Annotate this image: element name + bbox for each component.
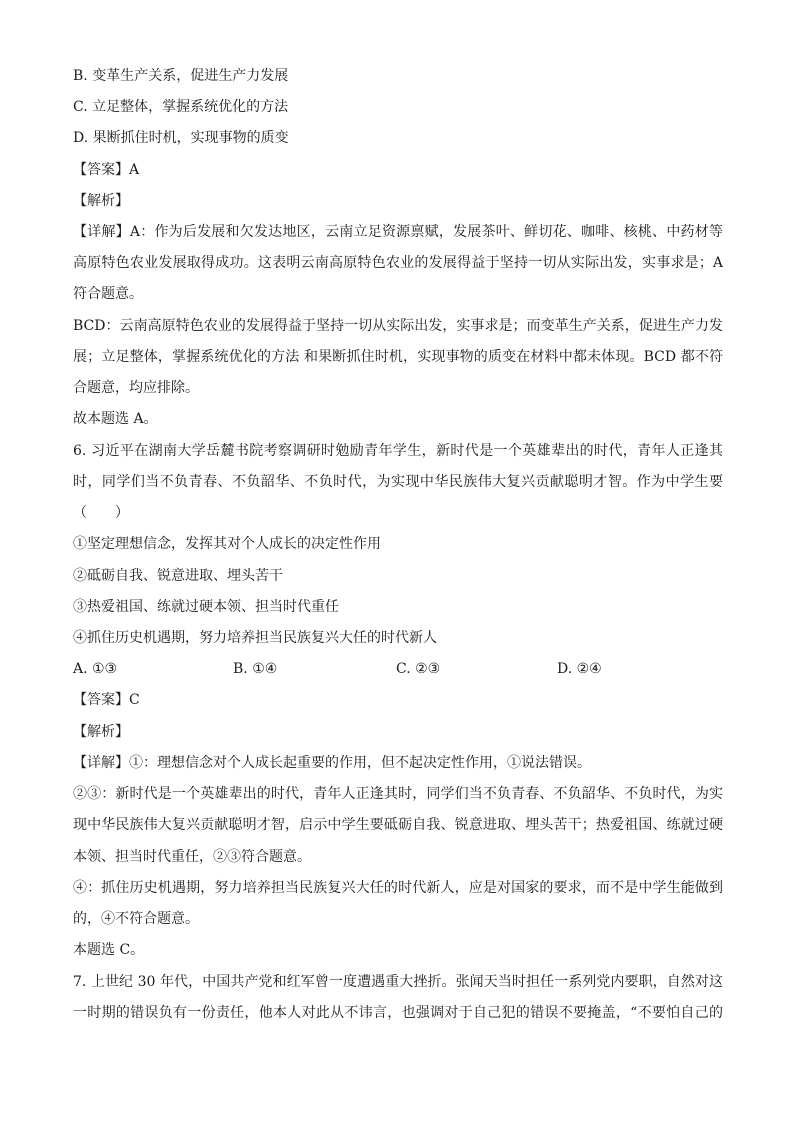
q6-analysis-label: 【解析】 [73,724,129,740]
q6-stem-line: 6. 习近平在湖南大学岳麓书院考察调研时勉励青年学生，新时代是一个英雄辈出的时代，青年人正逢其 [73,443,723,459]
q7-stem-line: 7. 上世纪 30 年代，中国共产党和红军曾一度遭遇重大挫折。张闻天当时担任一系列党内要职，自然对这 [73,974,723,990]
q5-detail-line: 展；立足整体，掌握系统优化的方法 和果断抓住时机，实现事物的质变在材料中都未体现。BCD 都不符 [73,349,723,365]
q6-detail-line: ④：抓住历史机遇期，努力培养担当民族复兴大任的时代新人，应是对国家的要求，而不是中学生能做到 [73,880,723,896]
q5-option-d: D. 果断抓住时机，实现事物的质变 [73,130,289,146]
q6-item: ②砥砺自我、锐意进取、埋头苦干 [73,568,283,584]
q5-detail-line: 高原特色农业发展取得成功。这表明云南高原特色农业的发展得益于坚持一切从实际出发，实事求是；A [73,255,723,271]
q5-detail-line: BCD：云南高原特色农业的发展得益于坚持一切从实际出发，实事求是；而变革生产关系，促进生产力发 [73,318,723,334]
q6-detail-line: 【详解】①：理想信念对个人成长起重要的作用，但不起决定性作用，①说法错误。 [73,755,591,771]
q6-option-c: C. ②③ [396,661,441,677]
q5-detail-line: 符合题意。 [73,286,143,302]
q6-option-b: B. ①④ [233,661,278,677]
q5-option-c: C. 立足整体，掌握系统优化的方法 [73,99,289,115]
q6-detail-line: ②③：新时代是一个英雄辈出的时代，青年人正逢其时，同学们当不负青春、不负韶华、不负时代，为实 [73,786,723,802]
q5-option-b: B. 变革生产关系，促进生产力发展 [73,68,289,84]
q6-answer: 【答案】C [73,692,140,708]
q6-option-d: D. ②④ [557,661,602,677]
q5-detail-line: 【详解】A：作为后发展和欠发达地区，云南立足资源禀赋，发展茶叶、鲜切花、咖啡、核桃、中药材等 [73,224,723,240]
q7-stem-line: 一时期的错误负有一份责任，他本人对此从不讳言，也强调对于自己犯的错误不要掩盖，“不要怕自己的 [73,1005,723,1021]
q6-stem-blank: （ ） [73,505,129,521]
q6-detail-line: 现中华民族伟大复兴贡献聪明才智，启示中学生要砥砺自我、锐意进取、埋头苦干；热爱祖国、练就过硬 [73,817,723,833]
q6-detail-line: 本领、担当时代重任，②③符合题意。 [73,849,311,865]
q6-item: ④抓住历史机遇期，努力培养担当民族复兴大任的时代新人 [73,630,437,646]
q6-stem-line: 时，同学们当不负青春、不负韶华、不负时代，为实现中华民族伟大复兴贡献聪明才智。作为中学生要 [73,474,723,490]
q6-item: ①坚定理想信念，发挥其对个人成长的决定性作用 [73,536,381,552]
q5-analysis-label: 【解析】 [73,193,129,209]
q5-answer: 【答案】A [73,162,140,178]
q6-item: ③热爱祖国、练就过硬本领、担当时代重任 [73,599,339,615]
q6-option-a: A. ①③ [73,661,118,677]
q6-detail-line: 的，④不符合题意。 [73,911,199,927]
q6-conclusion: 本题选 C。 [73,942,145,958]
q5-detail-line: 合题意，均应排除。 [73,380,199,396]
q5-conclusion: 故本题选 A。 [73,411,158,427]
